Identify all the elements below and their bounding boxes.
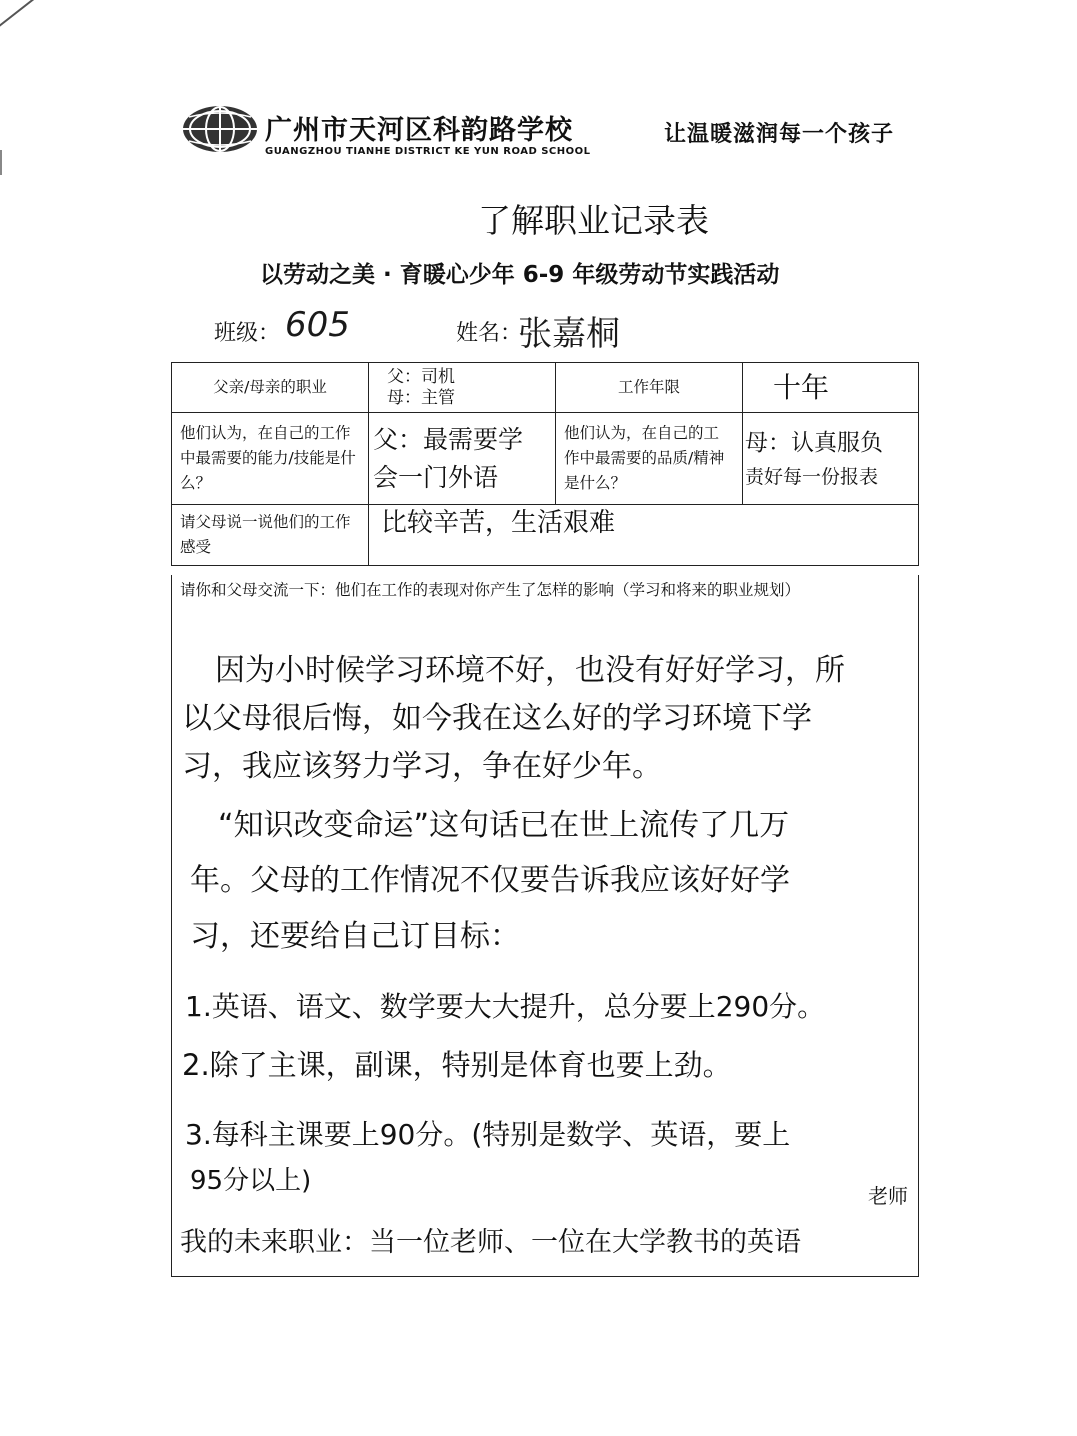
father-job: 父：司机 [387,366,455,387]
table-row [172,505,919,566]
answer-line: 因为小时候学习环境不好，也没有好好学习，所 [215,653,845,688]
mother-job: 母：主管 [387,387,455,408]
answer-line: 习，我应该努力学习，争在好少年。 [182,749,662,784]
feelings-label: 请父母说一说他们的工作感受 [172,505,369,566]
answer-line: 3.每科主课要上90分。(特别是数学、英语，要上 [185,1118,791,1151]
form-title: 了解职业记录表 [478,201,709,240]
globe-logo-icon [181,103,259,155]
name-label: 姓名： [456,321,523,346]
answer-line: 95分以上) [190,1166,312,1196]
school-name-cn: 广州市天河区科韵路学校 [265,115,573,146]
scan-edge-mark [0,150,12,175]
ability-answer-line2: 会一门外语 [373,462,499,492]
table-row [172,363,919,413]
table-row [172,413,919,505]
feelings-answer: 比较辛苦，生活艰难 [369,505,919,566]
ability-question-label: 他们认为，在自己的工作中最需要的能力/技能是什么？ [172,413,369,505]
answer-line: 1.英语、语文、数学要大大提升，总分要上290分。 [185,990,826,1023]
parent-job-label: 父亲/母亲的职业 [172,363,369,413]
answer-line: 年。父母的工作情况不仅要告诉我应该好好学 [190,863,790,898]
class-label: 班级： [214,321,281,346]
class-value: 605 [285,305,350,345]
quality-question-label: 他们认为，在自己的工作中最需要的品质/精神是什么？ [556,413,743,505]
school-name-en: GUANGZHOU TIANHE DISTRICT KE YUN ROAD SCHOOL [265,146,591,157]
quality-answer-line1: 母：认真服负 [745,429,883,456]
quality-answer-line2: 责好每一份报表 [745,465,879,488]
quality-answer [743,413,919,505]
answer-line: 2.除了主课，副课，特别是体育也要上劲。 [182,1048,732,1082]
ability-answer-line1: 父：最需要学 [373,424,524,454]
form-subtitle: 以劳动之美 · 育暖心少年 6-9 年级劳动节实践活动 [260,262,780,288]
ability-answer [369,413,556,505]
answer-line: 以父母很后悔，如今我在这么好的学习环境下学 [182,701,812,736]
answer-line: 我的未来职业：当一位老师、一位在大学教书的英语 [180,1227,801,1258]
answer-line: “知识改变命运”这句话已在世上流传了几万 [218,808,790,843]
work-years-value: 十年 [743,363,919,413]
answer-line: 习，还要给自己订目标： [190,919,520,954]
influence-prompt: 请你和父母交流一下：他们在工作的表现对你产生了怎样的影响（学习和将来的职业规划） [180,581,801,599]
career-record-table [171,362,919,566]
school-slogan: 让温暖滋润每一个孩子 [664,122,895,147]
scan-edge-line [0,0,233,42]
answer-line: 老师 [868,1184,908,1208]
work-years-label: 工作年限 [556,363,743,413]
parent-job-value [369,363,556,413]
name-value: 张嘉桐 [518,314,620,354]
